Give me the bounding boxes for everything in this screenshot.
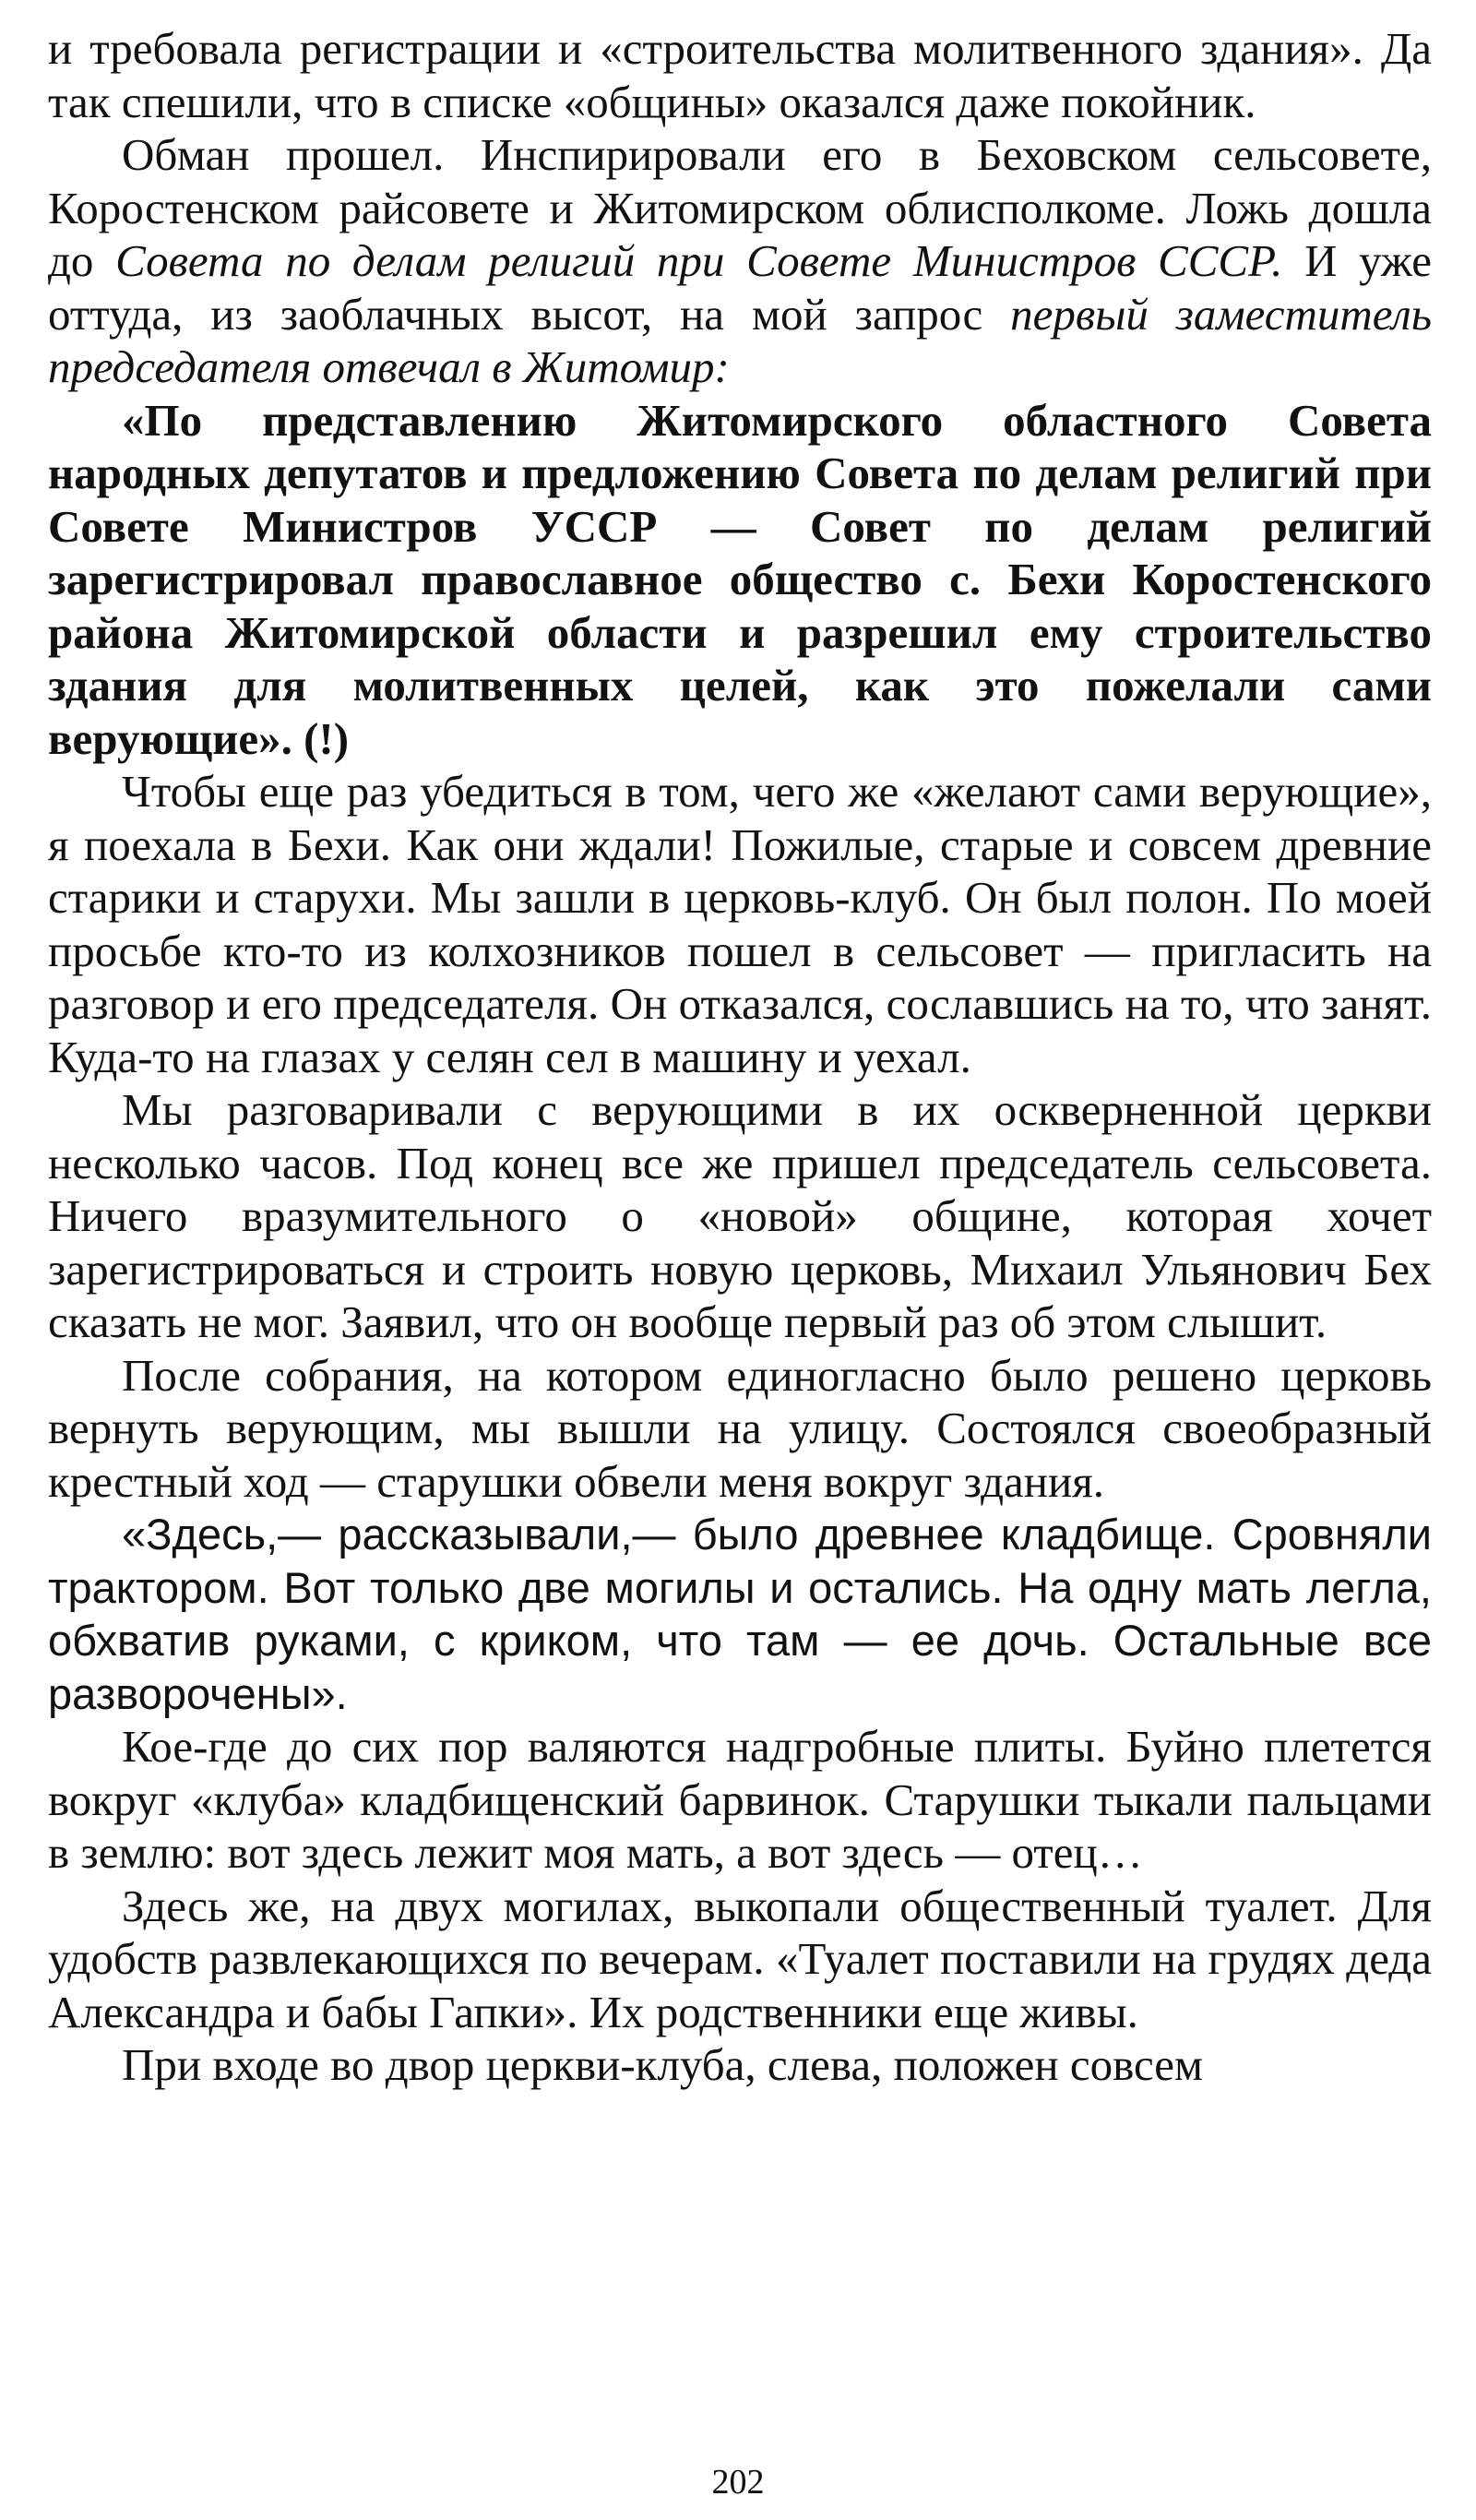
quote-paragraph-bold xyxy=(48,394,1432,766)
text-segment: Чтобы еще раз убедиться в том, чего же «желают сами верующие», я поехала в Бехи. Как они ждали! Пожилые, старые и совсем древние старики и старухи. Мы зашли в церковь-клуб. Он был полон. По моей просьбе кто-то из колхозников пошел в сельсовет — пригласить на разговор и его председателя. Он отказался, сославшись на то, что занят. Куда-то на глазах у селян сел в машину и уехал. xyxy=(48,766,1432,1082)
paragraph xyxy=(48,2038,1432,2092)
text-segment-italic: Совета по делам религий при Совете Министров СССР. xyxy=(115,235,1283,286)
text-segment: Обман прошел. Инспирировали его в Беховском сельсовете, Коростенском райсовете и Житомирском облисполкоме. Ложь дошла до xyxy=(48,129,1432,286)
text-segment: При входе во двор церкви-клуба, слева, положен совсем xyxy=(122,2039,1204,2090)
text-segment-italic: первый заместитель председателя отвечал в Житомир: xyxy=(48,288,1432,392)
paragraph xyxy=(48,1349,1432,1509)
quote-paragraph-sans xyxy=(48,1508,1432,1720)
paragraph xyxy=(48,1720,1432,1880)
page-number: 202 xyxy=(711,2463,765,2502)
text-segment: Кое-где до сих пор валяются надгробные плиты. Буйно плетется вокруг «клуба» кладбищенский барвинок. Старушки тыкали пальцами в землю: вот здесь лежит моя мать, а вот здесь — отец… xyxy=(48,1721,1432,1878)
text-segment: Здесь же, на двух могилах, выкопали общественный туалет. Для удобств развлекающихся по вечерам. «Туалет поставили на грудях деда Александра и бабы Гапки». Их родственники еще живы. xyxy=(48,1880,1432,2037)
paragraph xyxy=(48,22,1432,128)
page-text xyxy=(48,22,1432,2092)
text-segment: и требовала регистрации и «строительства молитвенного здания». Да так спешили, что в списке «общины» оказался даже покойник. xyxy=(48,23,1432,127)
paragraph xyxy=(48,128,1432,394)
text-segment: «Здесь,— рассказывали,— было древнее кладбище. Сровняли трактором. Вот только две могилы и остались. На одну мать легла, обхватив руками, с криком, что там — ее дочь. Остальные все разворочены». xyxy=(48,1510,1432,1718)
text-segment: «По представлению Житомирского областного Совета народных депутатов и предложению Совета по делам религий при Совете Министров УССР — Совет по делам религий зарегистрировал православное общество с. Бехи Коростенского района Житомирской области и разрешил ему строительство здания для молитвенных целей, как это пожелали сами верующие». (!) xyxy=(48,394,1432,764)
text-segment: Мы разговаривали с верующими в их оскверненной церкви несколько часов. Под конец все же пришел председатель сельсовета. Ничего вразумительного о «новой» общине, которая хочет зарегистрироваться и строить новую церковь, Михаил Ульянович Бех сказать не мог. Заявил, что он вообще первый раз об этом слышит. xyxy=(48,1084,1432,1347)
text-segment: И уже оттуда, из заоблачных высот, на мой запрос xyxy=(48,235,1432,340)
paragraph xyxy=(48,765,1432,1083)
text-segment: После собрания, на котором единогласно было решено церковь вернуть верующим, мы вышли на улицу. Состоялся своеобразный крестный ход — старушки обвели меня вокруг здания. xyxy=(48,1349,1432,1507)
paragraph xyxy=(48,1083,1432,1349)
paragraph xyxy=(48,1880,1432,2039)
